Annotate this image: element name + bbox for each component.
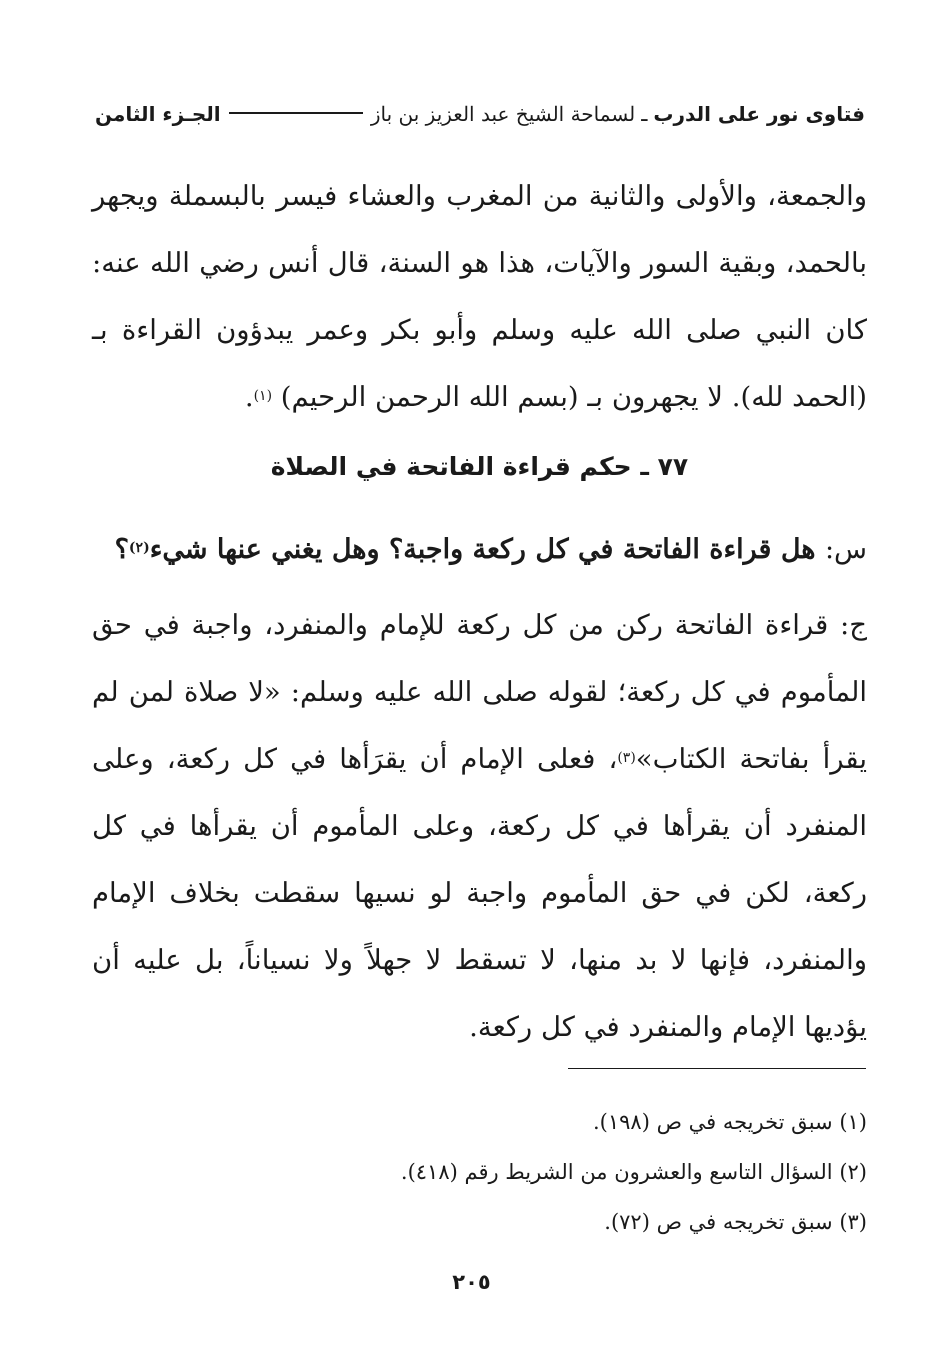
paragraph-end: . <box>244 381 254 413</box>
section-number: ٧٧ <box>657 452 689 481</box>
footnote-item <box>92 1197 867 1247</box>
section-dash: ـ <box>640 452 649 481</box>
footnote-ref-1[interactable]: (١) <box>253 388 273 404</box>
footnote-marker: (٢) <box>839 1160 867 1184</box>
page-number: ٢٠٥ <box>452 1270 491 1294</box>
footnote-item <box>92 1097 867 1147</box>
paragraph-text: والجمعة، والأولى والثانية من المغرب والعشاء فيسر بالبسملة ويجهر بالحمد، وبقية السور والآيات، هذا هو السنة، قال أنس رضي الله عنه: كان النبي صلى الله عليه وسلم وأبو بكر وعمر يبدؤون القراءة بـ (الحمد لله). لا يجهرون بـ (بسم الله الرحمن الرحيم) <box>92 180 867 413</box>
footnote-separator <box>568 1068 866 1069</box>
footnotes-list <box>92 1097 867 1247</box>
question-end: ؟ <box>114 534 129 565</box>
question-text: هل قراءة الفاتحة في كل ركعة واجبة؟ وهل يغني عنها شيء <box>149 534 816 565</box>
answer-text-part-2: ، فعلى الإمام أن يقرَأها في كل ركعة، وعلى المنفرد أن يقرأها في كل ركعة، وعلى المأموم أن يقرأها في كل ركعة، لكن في حق المأموم واجبة لو نسيها سقطت بخلاف الإمام والمنفرد، فإنها لا بد منها، لا تسقط لا جهلاً ولا نسياناً، بل عليه أن يؤديها الإمام والمنفرد في كل ركعة. <box>92 743 867 1043</box>
question <box>92 520 867 580</box>
footnote-text: السؤال التاسع والعشرون من الشريط رقم (٤١٨). <box>400 1160 833 1184</box>
footnote-text: سبق تخريجه في ص (٧٢). <box>604 1210 833 1234</box>
question-marker: س: <box>824 534 867 565</box>
running-header <box>95 102 865 142</box>
header-book-title: فتاوى نور على الدرب <box>653 102 865 126</box>
footnote-ref-2[interactable]: (٢) <box>128 540 150 556</box>
paragraph-continuation <box>92 163 867 431</box>
footnote-ref-3[interactable]: (٣) <box>617 750 636 766</box>
answer-text-part-1: ج: قراءة الفاتحة ركن من كل ركعة للإمام والمنفرد، واجبة في حق المأموم في كل ركعة؛ لقوله صلى الله عليه وسلم: «لا صلاة لمن لم يقرأ بفاتحة الكتاب» <box>92 609 867 775</box>
header-part: الجـزء الثامن <box>95 102 221 126</box>
footnote-text: سبق تخريجه في ص (١٩٨). <box>592 1110 833 1134</box>
footnote-marker: (٣) <box>839 1210 867 1234</box>
section-title: حكم قراءة الفاتحة في الصلاة <box>270 452 632 481</box>
header-rule <box>229 112 363 114</box>
header-author: لسماحة الشيخ عبد العزيز بن باز <box>370 102 636 126</box>
section-heading <box>92 442 867 492</box>
answer <box>92 592 867 1061</box>
footnote-marker: (١) <box>839 1110 867 1134</box>
footnote-item <box>92 1147 867 1197</box>
header-dash: ـ <box>641 102 648 126</box>
